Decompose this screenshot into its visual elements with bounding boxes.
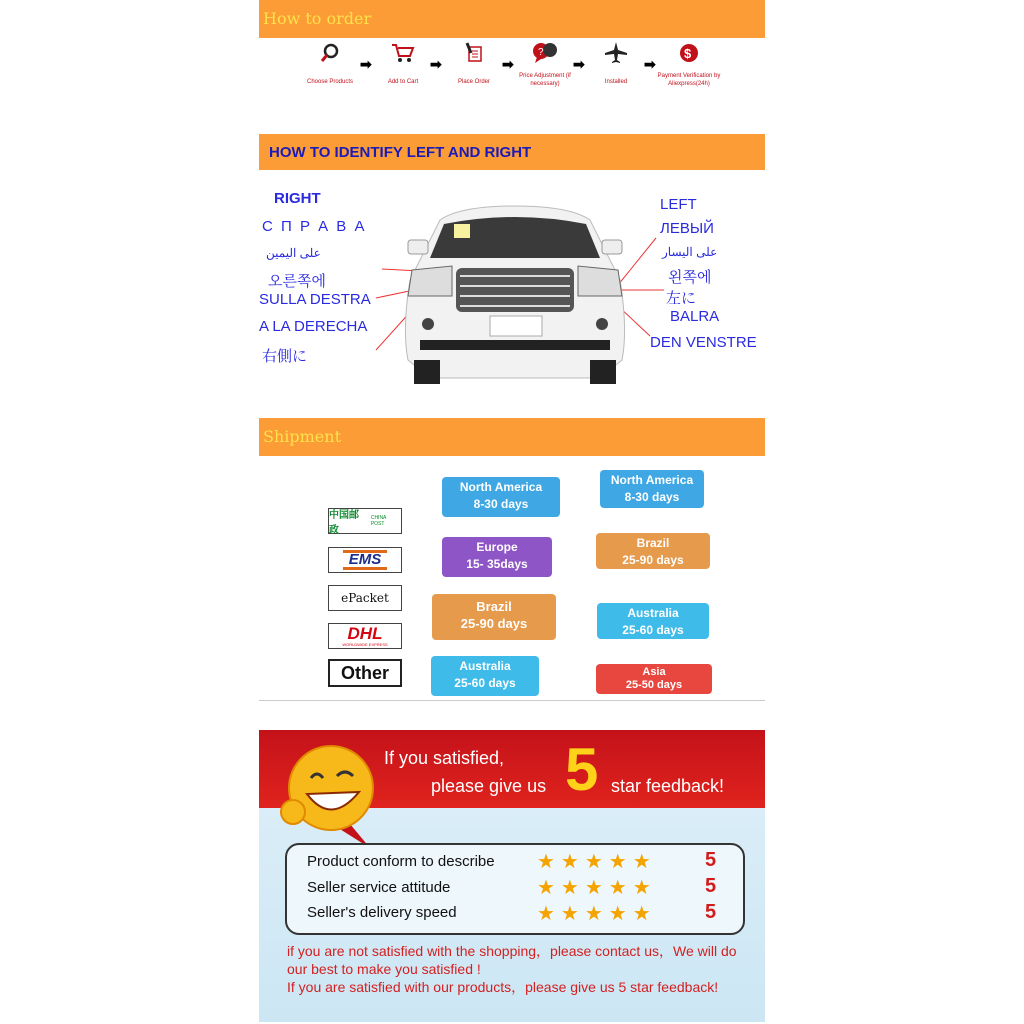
other-carrier-label: Other [328,659,402,687]
svg-text:?: ? [538,47,544,58]
delivery-badge [597,603,709,639]
feedback-big-five: 5 [565,736,599,803]
delivery-badge [431,656,539,696]
left-label-hu: BALRA [670,308,720,325]
feedback-note-satisfied: If you are satisfied with our products，please give us 5 star feedback! [287,979,719,995]
badge-days: 8-30 days [473,497,529,511]
arrow-right-icon: ➡ [644,56,656,72]
badge-days: 15- 35days [466,557,528,571]
how-to-order-title: How to order [263,9,372,28]
left-label-ko: 왼쪽에 [668,269,712,286]
dhl-logo: DHL WORLDWIDE EXPRESS [328,623,402,649]
suv-front-image [400,200,630,390]
epacket-logo: ePacket [328,585,402,611]
smiley-thumbs-up-icon [275,738,385,848]
ems-logo: EMS [328,547,402,573]
identify-title: HOW TO IDENTIFY LEFT AND RIGHT [269,144,532,161]
svg-text:$: $ [684,46,692,61]
feedback-line2: please give us [431,776,547,796]
arrow-right-icon: ➡ [502,56,514,72]
badge-region: North America [459,480,543,494]
arrow-right-icon: ➡ [573,56,585,72]
step-label: Payment Verification by Aliexpress(24h) [657,73,721,87]
rating-score: 5 [705,901,717,923]
rating-label: Product conform to describe [307,853,495,870]
arrow-right-icon: ➡ [360,56,372,72]
left-label-ja: 左に [666,290,697,307]
step-label: Installed [604,79,628,85]
left-label-ar: على اليسار [662,245,718,259]
delivery-badge [600,470,704,508]
step-label: Choose Products [306,79,354,85]
china-post-logo: 中国邮政 CHINA POST [328,508,402,534]
five-stars-icon: ★★★★★ [537,877,657,899]
badge-days: 25-60 days [622,623,684,637]
badge-region: Asia [642,666,666,678]
badge-region: North America [610,473,694,487]
five-stars-icon: ★★★★★ [537,851,657,873]
feedback-line3: star feedback! [611,776,725,796]
rating-label: Seller service attitude [307,879,451,896]
badge-days: 25-60 days [454,676,516,690]
rating-score: 5 [705,875,717,897]
five-stars-icon: ★★★★★ [537,903,657,925]
delivery-badge [442,477,560,517]
delivery-badge [442,537,552,577]
left-label-da: DEN VENSTRE [650,334,757,351]
right-label-en: RIGHT [274,190,321,207]
rating-score: 5 [705,849,717,871]
feedback-banner [259,730,765,1022]
feedback-line1: If you satisfied, [384,748,505,768]
step-label: Price Adjustment (if necessary) [519,73,571,87]
badge-region: Australia [459,659,511,673]
badge-days: 25-50 days [625,679,683,691]
shipment-header [259,418,765,456]
right-label-es: A LA DERECHA [259,318,368,335]
badge-region: Europe [476,540,518,554]
right-label-ja: 右側に [262,348,308,365]
badge-region: Brazil [476,599,512,614]
badge-region: Brazil [636,536,670,550]
badge-days: 25-90 days [622,553,684,567]
step-label: Add to Cart [387,79,419,85]
arrow-right-icon: ➡ [430,56,442,72]
rating-box [285,843,745,935]
right-label-ar: على اليمين [266,246,321,260]
badge-days: 25-90 days [460,616,528,631]
right-label-ko: 오른쪽에 [268,273,326,290]
delivery-badge [596,664,712,694]
badge-days: 8-30 days [624,490,680,504]
step-label: Place Order [457,79,490,85]
shipment-divider [259,700,765,701]
right-label-ru: С П Р А В А [262,218,367,235]
left-label-ru: ЛЕВЫЙ [660,220,714,237]
shipment-title: Shipment [263,427,341,446]
badge-region: Australia [627,606,679,620]
left-label-en: LEFT [660,196,697,213]
right-label-it: SULLA DESTRA [259,291,371,308]
delivery-badge [596,533,710,569]
delivery-badge [432,594,556,640]
feedback-note-unsatisfied: if you are not satisfied with the shopping，please contact us，We will do our best to make you satisfied ! [287,943,737,977]
rating-label: Seller's delivery speed [307,904,457,921]
